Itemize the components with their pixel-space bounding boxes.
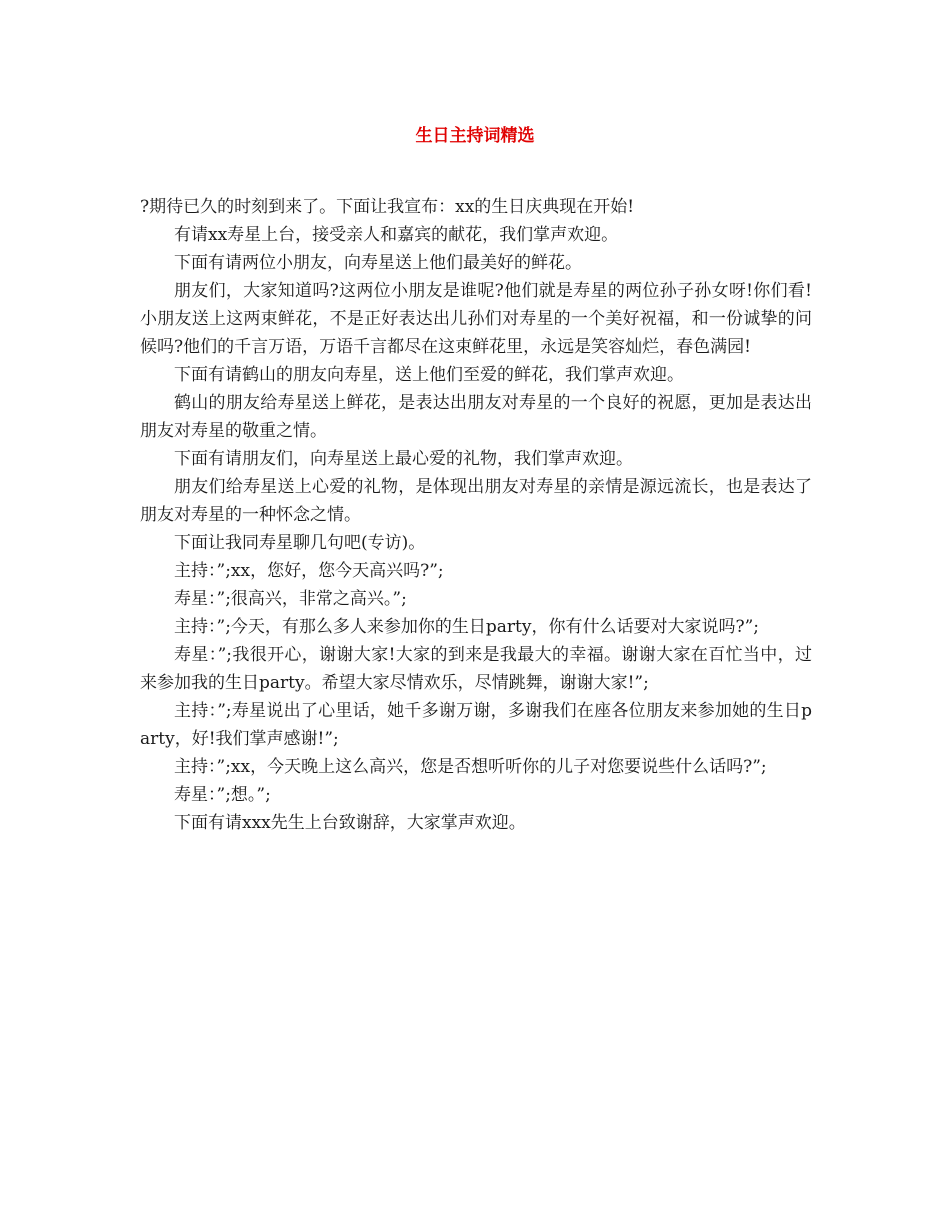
dialogue-line: 主持：”;xx，您好，您今天高兴吗?”; <box>174 561 444 581</box>
paragraph: 下面有请朋友们，向寿星送上最心爱的礼物，我们掌声欢迎。 <box>174 449 633 469</box>
paragraph: 朋友们给寿星送上心爱的礼物，是体现出朋友对寿星的亲情是源远流长，也是表达了朋友对寿星的一种怀念之情。 <box>140 477 812 525</box>
paragraph: 朋友们，大家知道吗?这两位小朋友是谁呢?他们就是寿星的两位孙子孙女呀!你们看!小朋友送上这两束鲜花，不是正好表达出儿孙们对寿星的一个美好祝福，和一份诚挚的问候吗?他们的千言万语，万语千言都尽在这束鲜花里，永远是笑容灿烂，春色满园! <box>140 281 812 357</box>
paragraph: 鹤山的朋友给寿星送上鲜花，是表达出朋友对寿星的一个良好的祝愿，更加是表达出朋友对寿星的敬重之情。 <box>140 393 812 441</box>
dialogue-line: 寿星：”;很高兴，非常之高兴。”; <box>174 589 407 609</box>
document-body <box>140 193 812 837</box>
document-title: 生日主持词精选 <box>415 126 535 146</box>
paragraph: 下面让我同寿星聊几句吧(专访)。 <box>174 533 426 553</box>
dialogue-line: 寿星：”;想。”; <box>174 785 271 805</box>
dialogue-line: 寿星：”;我很开心，谢谢大家!大家的到来是我最大的幸福。谢谢大家在百忙当中，过来参加我的生日party。希望大家尽情欢乐，尽情跳舞，谢谢大家!”; <box>140 645 812 693</box>
dialogue-line: 主持：”;今天，有那么多人来参加你的生日party，你有什么话要对大家说吗?”; <box>174 617 760 637</box>
dialogue-line: 主持：”;xx，今天晚上这么高兴，您是否想听听你的儿子对您要说些什么话吗?”; <box>174 757 767 777</box>
paragraph: 下面有请鹤山的朋友向寿星，送上他们至爱的鲜花，我们掌声欢迎。 <box>174 365 684 385</box>
dialogue-line: 主持：”;寿星说出了心里话，她千多谢万谢，多谢我们在座各位朋友来参加她的生日party，好!我们掌声感谢!”; <box>140 701 812 749</box>
paragraph: 下面有请xxx先生上台致谢辞，大家掌声欢迎。 <box>174 813 526 833</box>
paragraph: 有请xx寿星上台，接受亲人和嘉宾的献花，我们掌声欢迎。 <box>174 225 619 245</box>
paragraph: ?期待已久的时刻到来了。下面让我宣布：xx的生日庆典现在开始! <box>140 197 635 217</box>
paragraph: 下面有请两位小朋友，向寿星送上他们最美好的鲜花。 <box>174 253 582 273</box>
